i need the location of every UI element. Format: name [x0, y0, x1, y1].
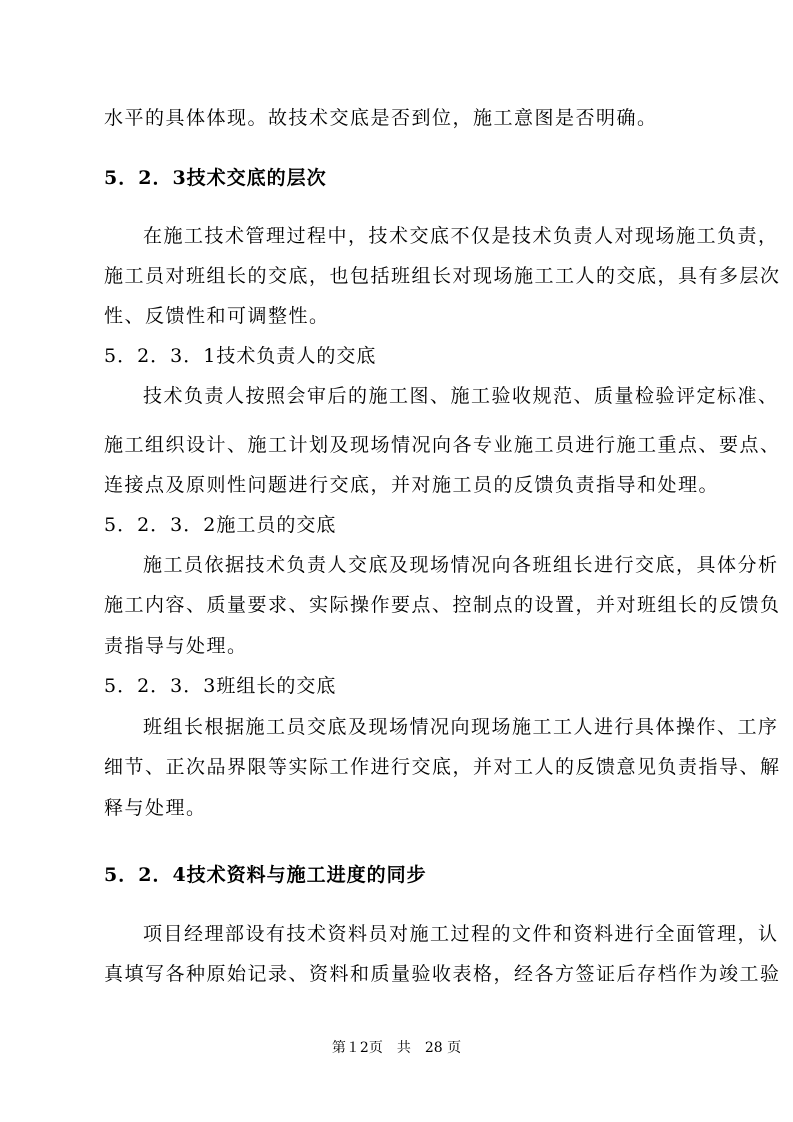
- paragraph-line: 释与处理。: [104, 797, 207, 819]
- paragraph-line: 项目经理部设有技术资料员对施工过程的文件和资料进行全面管理，认: [143, 923, 779, 945]
- paragraph-line: 班组长根据施工员交底及现场情况向现场施工工人进行具体操作、工序: [143, 716, 779, 738]
- paragraph-line: 施工员对班组长的交底，也包括班组长对现场施工工人的交底，具有多层次: [104, 265, 781, 287]
- paragraph-line: 施工组织设计、施工计划及现场情况向各专业施工员进行施工重点、要点、: [104, 434, 781, 456]
- subsection-heading-5-2-3-3: 5．2．3．3班组长的交底: [104, 675, 337, 697]
- subsection-heading-5-2-3-1: 5．2．3．1技术负责人的交底: [104, 345, 377, 367]
- paragraph-line: 技术负责人按照会审后的施工图、施工验收规范、质量检验评定标准、: [143, 385, 779, 407]
- paragraph-line: 连接点及原则性问题进行交底，并对施工员的反馈负责指导和处理。: [104, 474, 720, 496]
- paragraph-line: 施工员依据技术负责人交底及现场情况向各班组长进行交底，具体分析: [143, 554, 779, 576]
- section-heading-5-2-3: 5．2．3技术交底的层次: [104, 167, 327, 189]
- paragraph-line: 性、反馈性和可调整性。: [104, 305, 330, 327]
- paragraph-line: 细节、正次品界限等实际工作进行交底，并对工人的反馈意见负责指导、解: [104, 756, 781, 778]
- paragraph-line: 在施工技术管理过程中，技术交底不仅是技术负责人对现场施工负责，: [143, 225, 779, 247]
- paragraph-line: 水平的具体体现。故技术交底是否到位，施工意图是否明确。: [104, 107, 658, 129]
- subsection-heading-5-2-3-2: 5．2．3．2施工员的交底: [104, 514, 337, 536]
- page-footer: 第１2页 共 28 页: [331, 1040, 462, 1056]
- paragraph-line: 责指导与处理。: [104, 635, 248, 657]
- paragraph-line: 真填写各种原始记录、资料和质量验收表格，经各方签证后存档作为竣工验: [104, 963, 781, 985]
- paragraph-line: 施工内容、质量要求、实际操作要点、控制点的设置，并对班组长的反馈负: [104, 594, 781, 616]
- section-heading-5-2-4: 5．2．4技术资料与施工进度的同步: [104, 864, 427, 886]
